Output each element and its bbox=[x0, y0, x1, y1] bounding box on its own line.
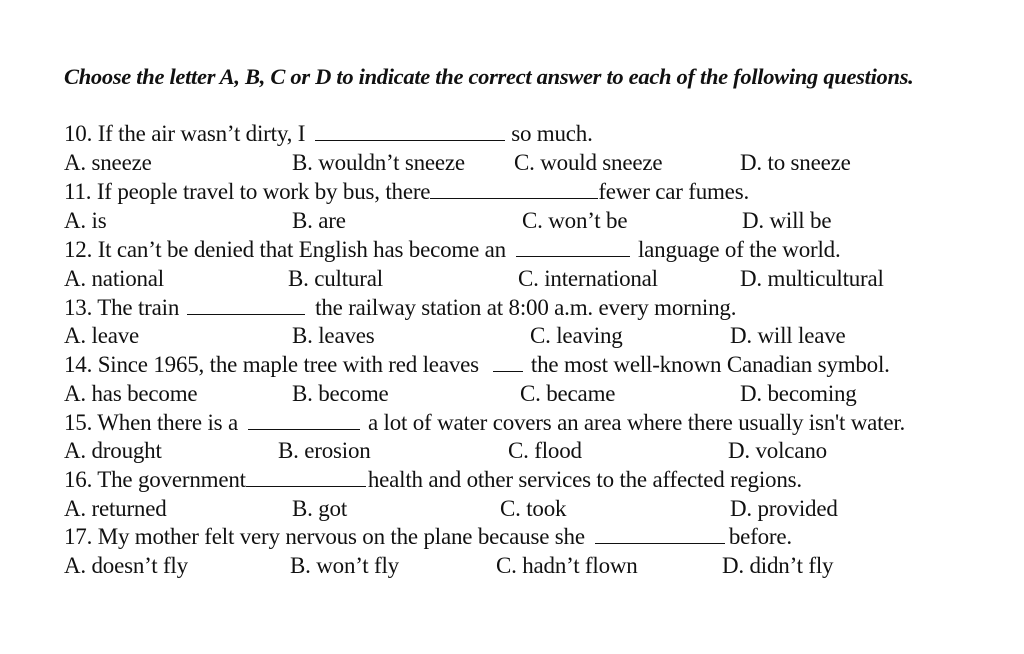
question-11-option-d[interactable]: D. will be bbox=[742, 208, 832, 233]
question-15-option-c[interactable]: C. flood bbox=[508, 438, 582, 463]
question-10-text-before: 10. If the air wasn’t dirty, I bbox=[64, 121, 306, 146]
question-10-option-c[interactable]: C. would sneeze bbox=[514, 150, 663, 175]
question-10-blank bbox=[315, 120, 505, 141]
question-13-text-before: 13. The train bbox=[64, 295, 180, 320]
question-15-option-a[interactable]: A. drought bbox=[64, 438, 162, 463]
question-16-blank bbox=[246, 466, 366, 487]
question-15-text-after: a lot of water covers an area where there usually isn't water. bbox=[367, 410, 906, 435]
question-15-text-before: 15. When there is a bbox=[64, 410, 238, 435]
question-11-text-before: 11. If people travel to work by bus, there bbox=[64, 179, 431, 204]
question-14-option-c[interactable]: C. became bbox=[520, 381, 616, 406]
question-15-option-d[interactable]: D. volcano bbox=[728, 438, 827, 463]
question-16-option-d[interactable]: D. provided bbox=[730, 496, 838, 521]
question-14-blank bbox=[493, 351, 523, 372]
question-10 bbox=[64, 120, 593, 148]
question-14-option-b[interactable]: B. become bbox=[292, 381, 389, 406]
question-10-option-a[interactable]: A. sneeze bbox=[64, 150, 152, 175]
question-13-option-c[interactable]: C. leaving bbox=[530, 323, 623, 348]
question-11 bbox=[64, 178, 749, 206]
question-12-option-b[interactable]: B. cultural bbox=[288, 266, 383, 291]
question-10-text-after: so much. bbox=[511, 121, 593, 146]
question-16-text-after: health and other services to the affected regions. bbox=[367, 467, 802, 492]
question-17-option-b[interactable]: B. won’t fly bbox=[290, 553, 399, 578]
question-14 bbox=[64, 351, 890, 379]
question-17-text-after: before. bbox=[728, 524, 792, 549]
question-17-text-before: 17. My mother felt very nervous on the plane because she bbox=[64, 524, 585, 549]
question-11-text-after: fewer car fumes. bbox=[598, 179, 749, 204]
question-12-option-c[interactable]: C. international bbox=[518, 266, 658, 291]
question-11-blank bbox=[430, 178, 598, 199]
question-16-option-b[interactable]: B. got bbox=[292, 496, 348, 521]
question-13 bbox=[64, 294, 736, 322]
question-17 bbox=[64, 523, 792, 551]
question-17-option-d[interactable]: D. didn’t fly bbox=[722, 553, 834, 578]
question-10-option-b[interactable]: B. wouldn’t sneeze bbox=[292, 150, 465, 175]
question-14-text-after: the most well-known Canadian symbol. bbox=[530, 352, 890, 377]
question-11-option-a[interactable]: A. is bbox=[64, 208, 107, 233]
question-17-option-c[interactable]: C. hadn’t flown bbox=[496, 553, 638, 578]
question-13-text-after: the railway station at 8:00 a.m. every morning. bbox=[315, 295, 737, 320]
question-11-option-c[interactable]: C. won’t be bbox=[522, 208, 628, 233]
instruction-heading: Choose the letter A, B, C or D to indicate the correct answer to each of the following questions. bbox=[64, 64, 914, 89]
question-15-blank bbox=[248, 409, 360, 430]
question-15 bbox=[64, 409, 905, 437]
question-12-text-after: language of the world. bbox=[637, 237, 841, 262]
question-15-option-b[interactable]: B. erosion bbox=[278, 438, 371, 463]
question-17-option-a[interactable]: A. doesn’t fly bbox=[64, 553, 188, 578]
question-16-text-before: 16. The government bbox=[64, 467, 246, 492]
question-16-option-c[interactable]: C. took bbox=[500, 496, 567, 521]
question-12-blank bbox=[516, 236, 630, 257]
question-11-option-b[interactable]: B. are bbox=[292, 208, 346, 233]
question-13-blank bbox=[187, 294, 305, 315]
question-17-blank bbox=[595, 523, 725, 544]
question-13-option-d[interactable]: D. will leave bbox=[730, 323, 846, 348]
question-14-option-a[interactable]: A. has become bbox=[64, 381, 198, 406]
question-16-option-a[interactable]: A. returned bbox=[64, 496, 167, 521]
question-14-option-d[interactable]: D. becoming bbox=[740, 381, 857, 406]
question-16 bbox=[64, 466, 802, 494]
question-14-text-before: 14. Since 1965, the maple tree with red leaves bbox=[64, 352, 479, 377]
question-10-option-d[interactable]: D. to sneeze bbox=[740, 150, 851, 175]
question-13-option-a[interactable]: A. leave bbox=[64, 323, 140, 348]
question-13-option-b[interactable]: B. leaves bbox=[292, 323, 375, 348]
question-12 bbox=[64, 236, 841, 264]
question-12-option-a[interactable]: A. national bbox=[64, 266, 164, 291]
question-12-text-before: 12. It can’t be denied that English has become an bbox=[64, 237, 506, 262]
question-12-option-d[interactable]: D. multicultural bbox=[740, 266, 884, 291]
